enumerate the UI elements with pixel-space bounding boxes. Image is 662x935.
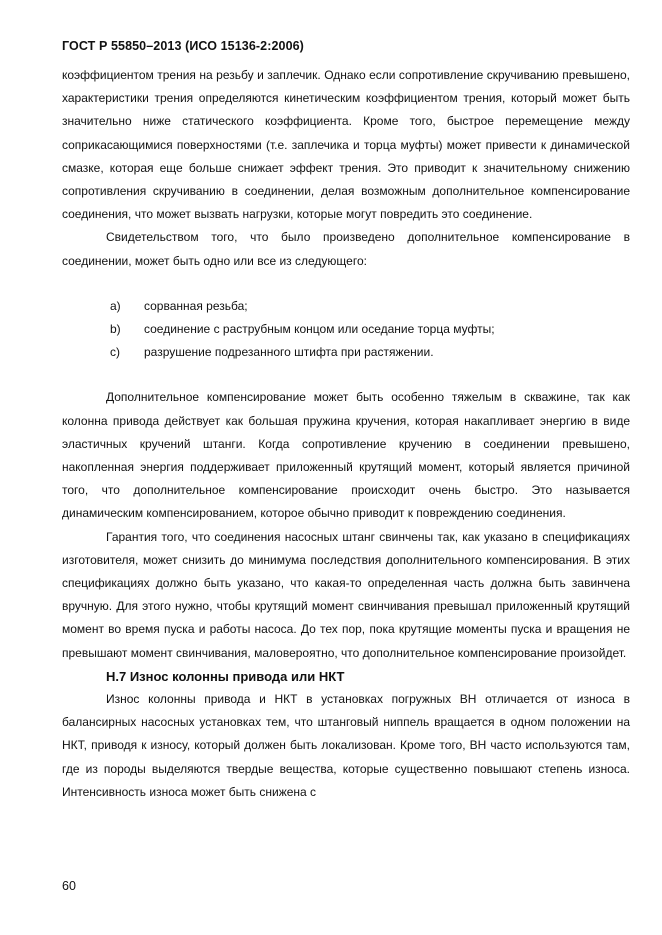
paragraph-evidence-intro: Свидетельством того, что было произведено дополнительное компенсирование в соединении, может быть одно или все из следующего: bbox=[62, 230, 630, 268]
page-number: 60 bbox=[62, 879, 76, 893]
list-spacer-top bbox=[62, 273, 630, 295]
list-item-text: разрушение подрезанного штифта при растяжении. bbox=[144, 345, 434, 360]
list-item-marker: a) bbox=[110, 298, 121, 313]
list-item bbox=[62, 295, 630, 318]
list-spacer-bottom bbox=[62, 364, 630, 386]
list-item bbox=[62, 318, 630, 341]
list-item-text: соединение с раструбным концом или оседание торца муфты; bbox=[144, 322, 495, 337]
list-item-marker: b) bbox=[110, 322, 121, 337]
document-header: ГОСТ Р 55850–2013 (ИСО 15136-2:2006) bbox=[62, 39, 304, 53]
evidence-list bbox=[62, 295, 630, 365]
paragraph-dynamic-compensation: Дополнительное компенсирование может быть особенно тяжелым в скважине, так как колонна привода действует как большая пружина кручения, которая накапливает энергию в виде эластичных кручений штанги. Когда сопротивление кручению в соединении превышено, накопленная энергия поддерживает приложенный крутящий момент, который является причиной того, что дополнительное компенсирование происходит очень быстро. Это называется динамическим компенсированием, которое обычно приводит к повреждению соединения. bbox=[62, 390, 630, 521]
page-body bbox=[62, 64, 630, 804]
list-item-marker: c) bbox=[110, 345, 120, 360]
paragraph-friction: коэффициентом трения на резьбу и заплечик. Однако если сопротивление скручиванию превышено, характеристики трения определяются кинетическим коэффициентом трения, который может быть значительно ниже статического коэффициента. Кроме того, быстрое перемещение между соприкасающимися поверхностями (т.е. заплечика и торца муфты) может привести к динамической смазке, которая еще больше снижает эффект трения. Это приводит к значительному снижению сопротивления скручиванию в соединении, делая возможным дополнительное компенсирование соединения, что может вызвать нагрузки, которые могут повредить это соединение. bbox=[62, 68, 630, 222]
list-item bbox=[62, 341, 630, 364]
paragraph-wear: Износ колонны привода и НКТ в установках погружных ВН отличается от износа в балансирных насосных установках тем, что штанговый ниппель вращается в одном положении на НКТ, приводя к износу, который должен быть локализован. Кроме того, ВН часто используются там, где из породы выделяются твердые вещества, которые существенно повышают степень износа. Интенсивность износа может быть снижена с bbox=[62, 692, 630, 799]
section-heading: Н.7 Износ колонны привода или НКТ bbox=[106, 668, 345, 684]
paragraph-makeup-guarantee: Гарантия того, что соединения насосных штанг свинчены так, как указано в спецификациях изготовителя, может снизить до минимума последствия дополнительного компенсирования. В этих спецификациях должно быть указано, что какая-то определенная часть должна быть завинчена вручную. Для этого нужно, чтобы крутящий момент свинчивания превышал приложенный крутящий момент во время пуска и работы насоса. До тех пор, пока крутящие моменты пуска и вращения не превышают момент свинчивания, маловероятно, что дополнительное компенсирование произойдет. bbox=[62, 529, 630, 660]
list-item-text: сорванная резьба; bbox=[144, 298, 248, 313]
